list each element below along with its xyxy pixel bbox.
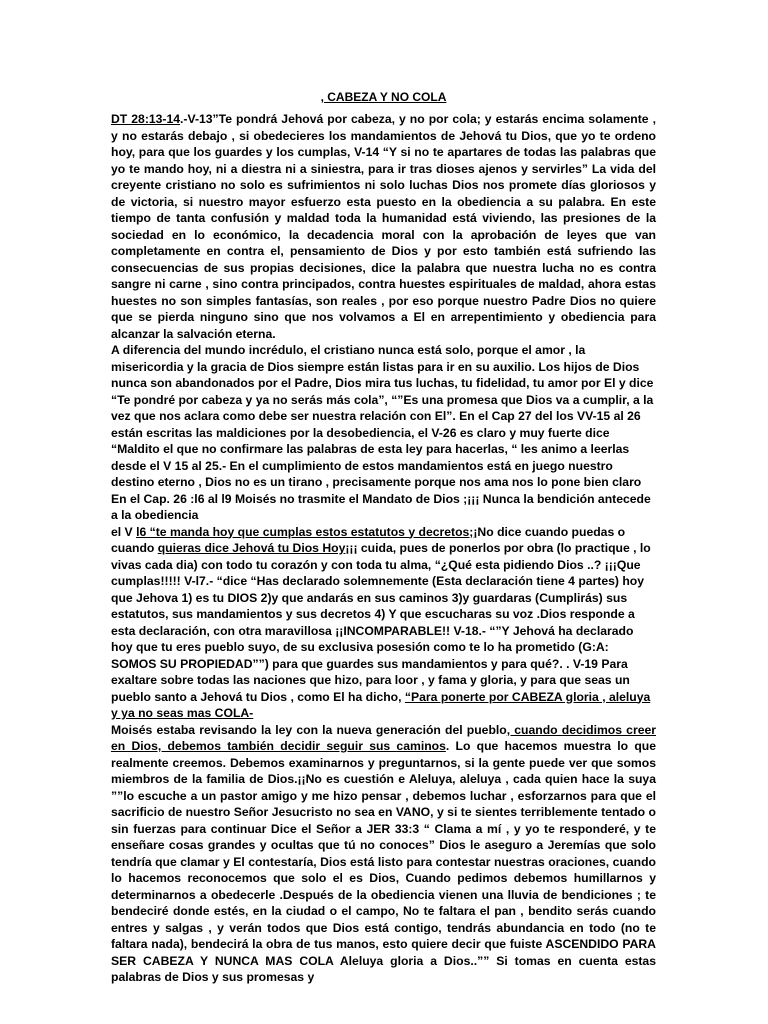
paragraph-3	[111, 524, 656, 722]
paragraph-3-text-c: ¡¡¡ cuida, pues de ponerlos por obra (lo practique , lo vivas cada dia) con todo tu corazón y con toda tu alma, “¿Qué esta pidiendo Dios ..? ¡¡¡Que cumplas!!!!! V-l7.- “dice “Has declarado solemnemente (Esta declaración tiene 4 partes) hoy que Jehova 1) es tu DIOS 2)y que andarás en sus caminos 3)y guardaras (Cumplirás) sus estatutos, sus mandamientos y sus decretos 4) Y que escucharas su voz .Dios responde a esta declaración, con otra maravillosa ¡¡INCOMPARABLE!! V-18.- “”Y Jehová ha declarado hoy que tu eres pueblo suyo, de su exclusiva posesión como te lo ha prometido (G:A: SOMOS SU PROPIEDAD””) para que guardes sus mandamientos y para qué?. . V-19 Para exaltare sobre todas las naciones que hizo, para loor , y fama y gloria, y para que seas un pueblo santo a Jehová tu Dios , como El ha dicho,	[111, 541, 651, 704]
document-title: , CABEZA Y NO COLA	[320, 90, 447, 104]
paragraph-1	[111, 111, 656, 342]
paragraph-4-text-b: . Lo que hacemos muestra lo que realmente creemos. Debemos examinarnos y preguntarnos, si la gente puede ver que somos miembros de la familia de Dios.¡¡No es cuestión e Aleluya, aleluya , cada quien hace la suya ””lo escuche a un pastor amigo y me hizo pensar , debemos luchar , esforzarnos para que el sacrificio de nuestro Señor Jesucristo no sea en VANO, y si te sientes terriblemente tentado o sin fuerzas para continuar Dice el Señor a JER 33:3 “ Clama a mí , y yo te responderé, y te enseñare cosas grandes y ocultas que tú no conoces” Dios le aseguro a Jeremías que solo tendría que clamar y El contestaría, Dios está listo para contestar nuestras oraciones, cuando lo hacemos reconocemos que solo el es Dios, Cuando pedimos debemos humillarnos y determinarnos a obedecerle .Después de la obediencia vienen una lluvia de bendiciones ; te bendeciré donde estés, en la ciudad o el campo, No te faltara el pan , bendito serás cuando entres y salgas , y verán todos que Dios está contigo, tendrás abundancia en todo (no te faltara nada), bendecirá la obra de tus manos, esto quiere decir que fuiste ASCENDIDO PARA SER CABEZA Y NUNCA MAS COLA Aleluya gloria a Dios..”” Si tomas en cuenta estas palabras de Dios y sus promesas y	[111, 739, 657, 984]
paragraph-4-underline: , cuando decidimos creer en Dios, debemos también decidir seguir sus caminos	[111, 722, 656, 753]
paragraph-4	[111, 722, 656, 986]
document-body	[111, 111, 656, 986]
paragraph-3-underline-c: “Para ponerte por CABEZA gloria , aleluya y ya no seas mas COLA-	[111, 689, 651, 720]
paragraph-3-underline-b: quieras dice Jehová tu Dios Hoy	[157, 541, 346, 555]
paragraph-4-text-a: Moisés estaba revisando la ley con la nueva generación del pueblo	[111, 722, 507, 737]
paragraph-3-text-b: ¡No dice cuando puedas o cuando	[111, 524, 626, 555]
paragraph-3-underline-a: l6 “te manda hoy que cumplas estos estatutos y decretos;	[136, 524, 474, 539]
scripture-reference: DT 28:13-14	[111, 112, 181, 126]
paragraph-2: A diferencia del mundo incrédulo, el cristiano nunca está solo, porque el amor , la misericordia y la gracia de Dios siempre están listas para ir en su auxilio. Los hijos de Dios nunca son abandonados por el Padre, Dios mira tus luchas, tu fidelidad, tu amor por El y dice “Te pondré por cabeza y ya no serás más cola”, “”Es una promesa que Dios va a cumplir, a la vez que nos aclara como debe ser nuestra relación con El”. En el Cap 27 del los VV-15 al 26 están escritas las maldiciones por la desobediencia, el V-26 es claro y muy fuerte dice “Maldito el que no confirmare las palabras de esta ley para hacerlas, “ les animo a leerlas desde el V 15 al 25.- En el cumplimiento de estos mandamientos está en juego nuestro destino eterno , Dios no es un tirano , precisamente porque nos ama nos lo pone bien claro En el Cap. 26 :l6 al l9 Moisés no trasmite el Mandato de Dios ;¡¡¡ Nunca la bendición antecede a la obediencia	[111, 343, 654, 522]
paragraph-3-text-a: el V	[111, 524, 137, 539]
paragraph-1-text: .-V-13”Te pondrá Jehová por cabeza, y no por cola; y estarás encima solamente , y no estarás debajo , si obedecieres los mandamientos de Jehová tu Dios, que yo te ordeno hoy, para que los guardes y los cumplas, V-14 “Y si no te apartares de todas las palabras que yo te mando hoy, ni a diestra ni a siniestra, para ir tras dioses ajenos y servirles” La vida del creyente cristiano no solo es sufrimientos ni solo luchas Dios nos promete días gloriosos y de victoria, si nuestro mayor esfuerzo esta puesto en la obediencia a su palabra. En este tiempo de tanta confusión y maldad toda la humanidad está viviendo, las presiones de la sociedad en lo económico, la decadencia moral con la aprobación de leyes que van completamente en contra el, pensamiento de Dios y por esto también está sufriendo las consecuencias de sus propias decisiones, dice la palabra que nuestra lucha no es contra sangre ni carne , sino contra principados, contra huestes espirituales de maldad, ahora estas huestes no son simples fantasías, son reales , por eso porque nuestro Padre Dios no quiere que se pierda ninguno sino que nos volvamos a El en arrepentimiento y obediencia para alcanzar la salvación eterna.	[111, 112, 656, 341]
